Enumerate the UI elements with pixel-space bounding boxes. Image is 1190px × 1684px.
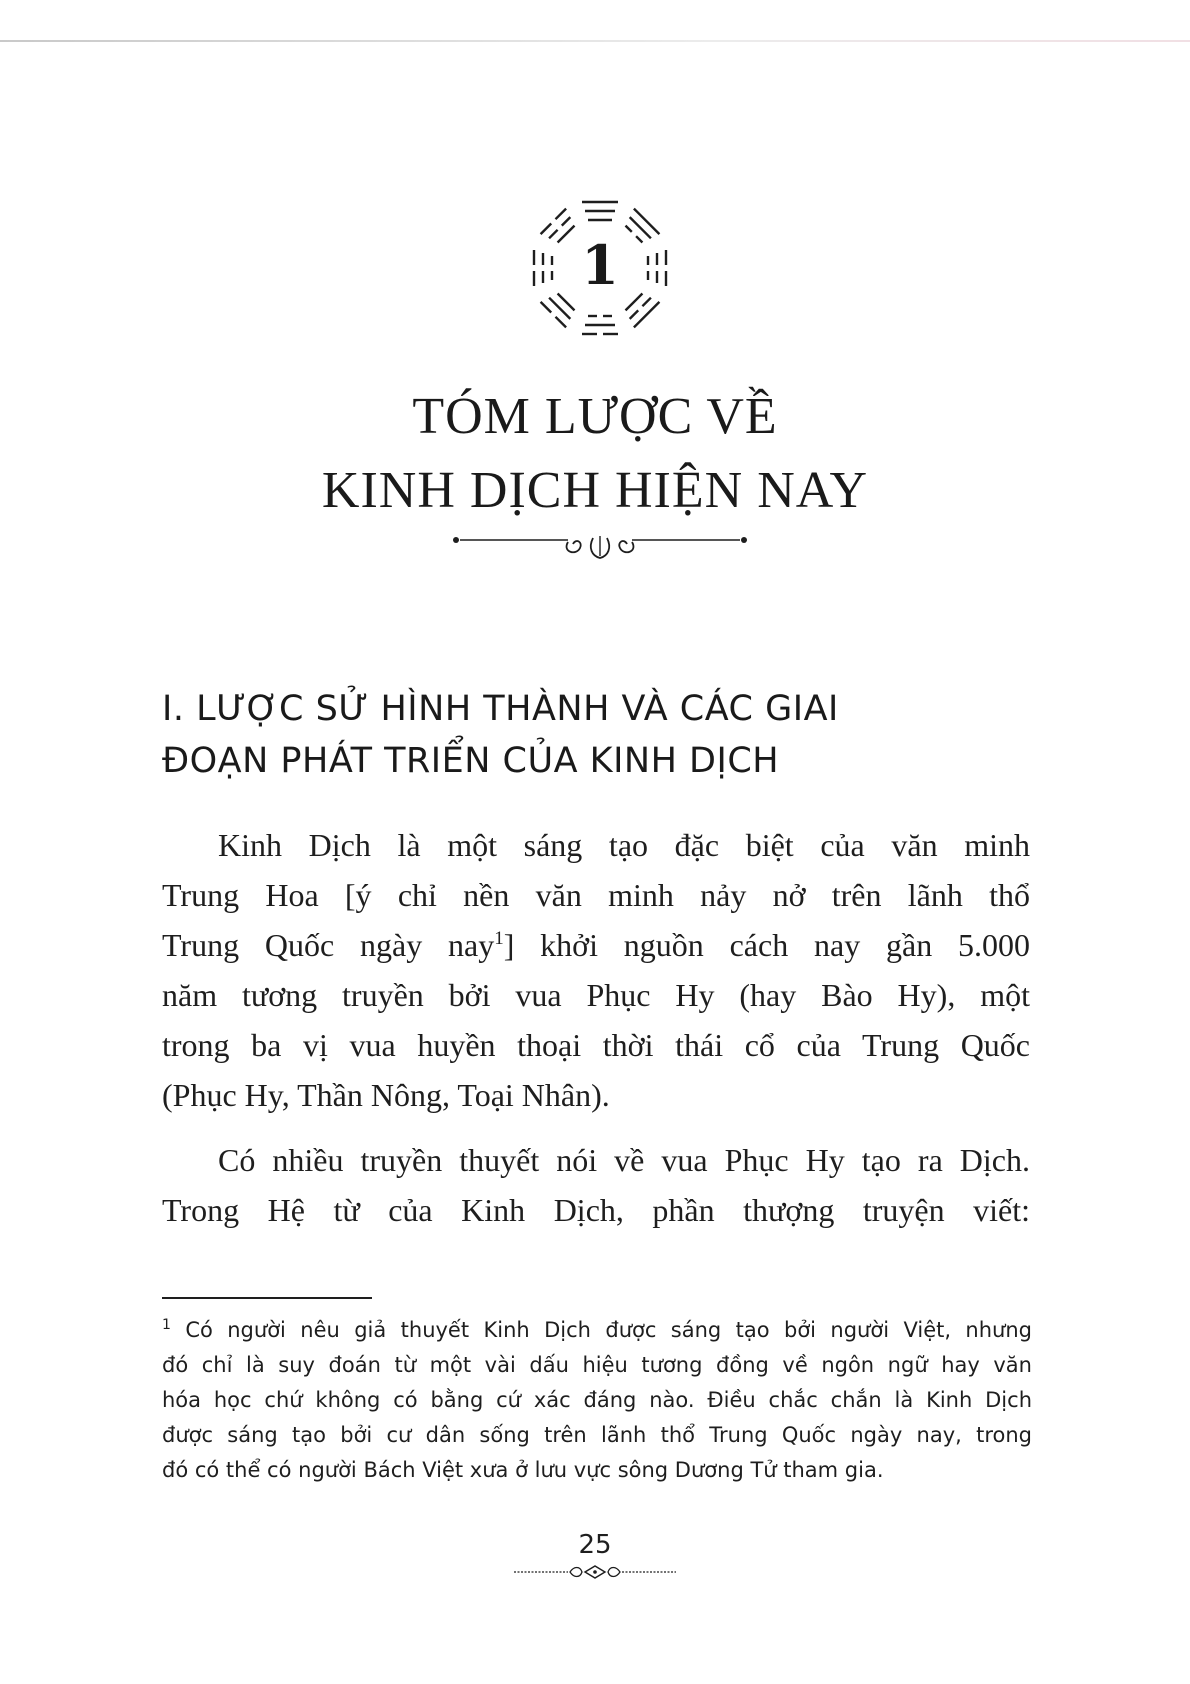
- footnote-divider: [162, 1297, 372, 1299]
- footnote-line: hóa học chứ không có bằng cứ xác đáng nào. Điều chắc chắn là Kinh Dịch: [162, 1388, 1032, 1412]
- paragraph-line: Trong Hệ từ của Kinh Dịch, phần thượng truyện viết:: [162, 1192, 1030, 1228]
- paragraph-2: [162, 1135, 1030, 1235]
- paragraph-line: Trung Hoa [ý chỉ nền văn minh nảy nở trên lãnh thổ: [162, 877, 1030, 913]
- footnote-line-text: Có người nêu giả thuyết Kinh Dịch được sáng tạo bởi người Việt, nhưng: [185, 1318, 1032, 1342]
- footnote-line: được sáng tạo bởi cư dân sống trên lãnh thổ Trung Quốc ngày nay, trong: [162, 1423, 1032, 1447]
- paragraph-line: Có nhiều truyền thuyết nói về vua Phục Hy tạo ra Dịch.: [218, 1142, 1030, 1178]
- paragraph-line: năm tương truyền bởi vua Phục Hy (hay Bào Hy), một: [162, 977, 1030, 1013]
- footnote-marker: 1: [162, 1317, 171, 1333]
- footnote-line: [162, 1313, 1032, 1348]
- section-heading-line-1: I. LƯỢC SỬ HÌNH THÀNH VÀ CÁC GIAI: [162, 689, 839, 729]
- section-heading-line-2: ĐOẠN PHÁT TRIỂN CỦA KINH DỊCH: [162, 741, 780, 781]
- paragraph-line-part: Trung Quốc ngày nay: [162, 927, 495, 963]
- page-number: 25: [578, 1530, 612, 1560]
- chapter-number: 1: [581, 233, 619, 297]
- paragraph-line: Kinh Dịch là một sáng tạo đặc biệt của văn minh: [218, 827, 1030, 863]
- scan-edge: [0, 40, 1190, 42]
- footnote-line: đó chỉ là suy đoán từ một vài dấu hiệu tương đồng về ngôn ngữ hay văn: [162, 1353, 1032, 1377]
- chapter-title-line-1: TÓM LƯỢC VỀ: [412, 388, 778, 445]
- paragraph-line: (Phục Hy, Thần Nông, Toại Nhân).: [162, 1077, 610, 1113]
- chapter-title-line-2: KINH DỊCH HIỆN NAY: [321, 462, 869, 519]
- paragraph-1: [162, 820, 1030, 1120]
- footnote-line: đó có thể có người Bách Việt xưa ở lưu vực sông Dương Tử tham gia.: [162, 1458, 884, 1482]
- paragraph-line-part: ] khởi nguồn cách nay gần 5.000: [503, 927, 1030, 963]
- scroll-divider-icon: [450, 526, 750, 560]
- paragraph-line: trong ba vị vua huyền thoại thời thái cổ của Trung Quốc: [162, 1027, 1030, 1063]
- paragraph-line-with-footnote: [162, 920, 1030, 970]
- footnote: [162, 1313, 1032, 1488]
- bagua-trigram-icon: [520, 190, 680, 350]
- page-number-flourish-icon: [510, 1564, 680, 1580]
- footnote-reference[interactable]: 1: [494, 928, 504, 949]
